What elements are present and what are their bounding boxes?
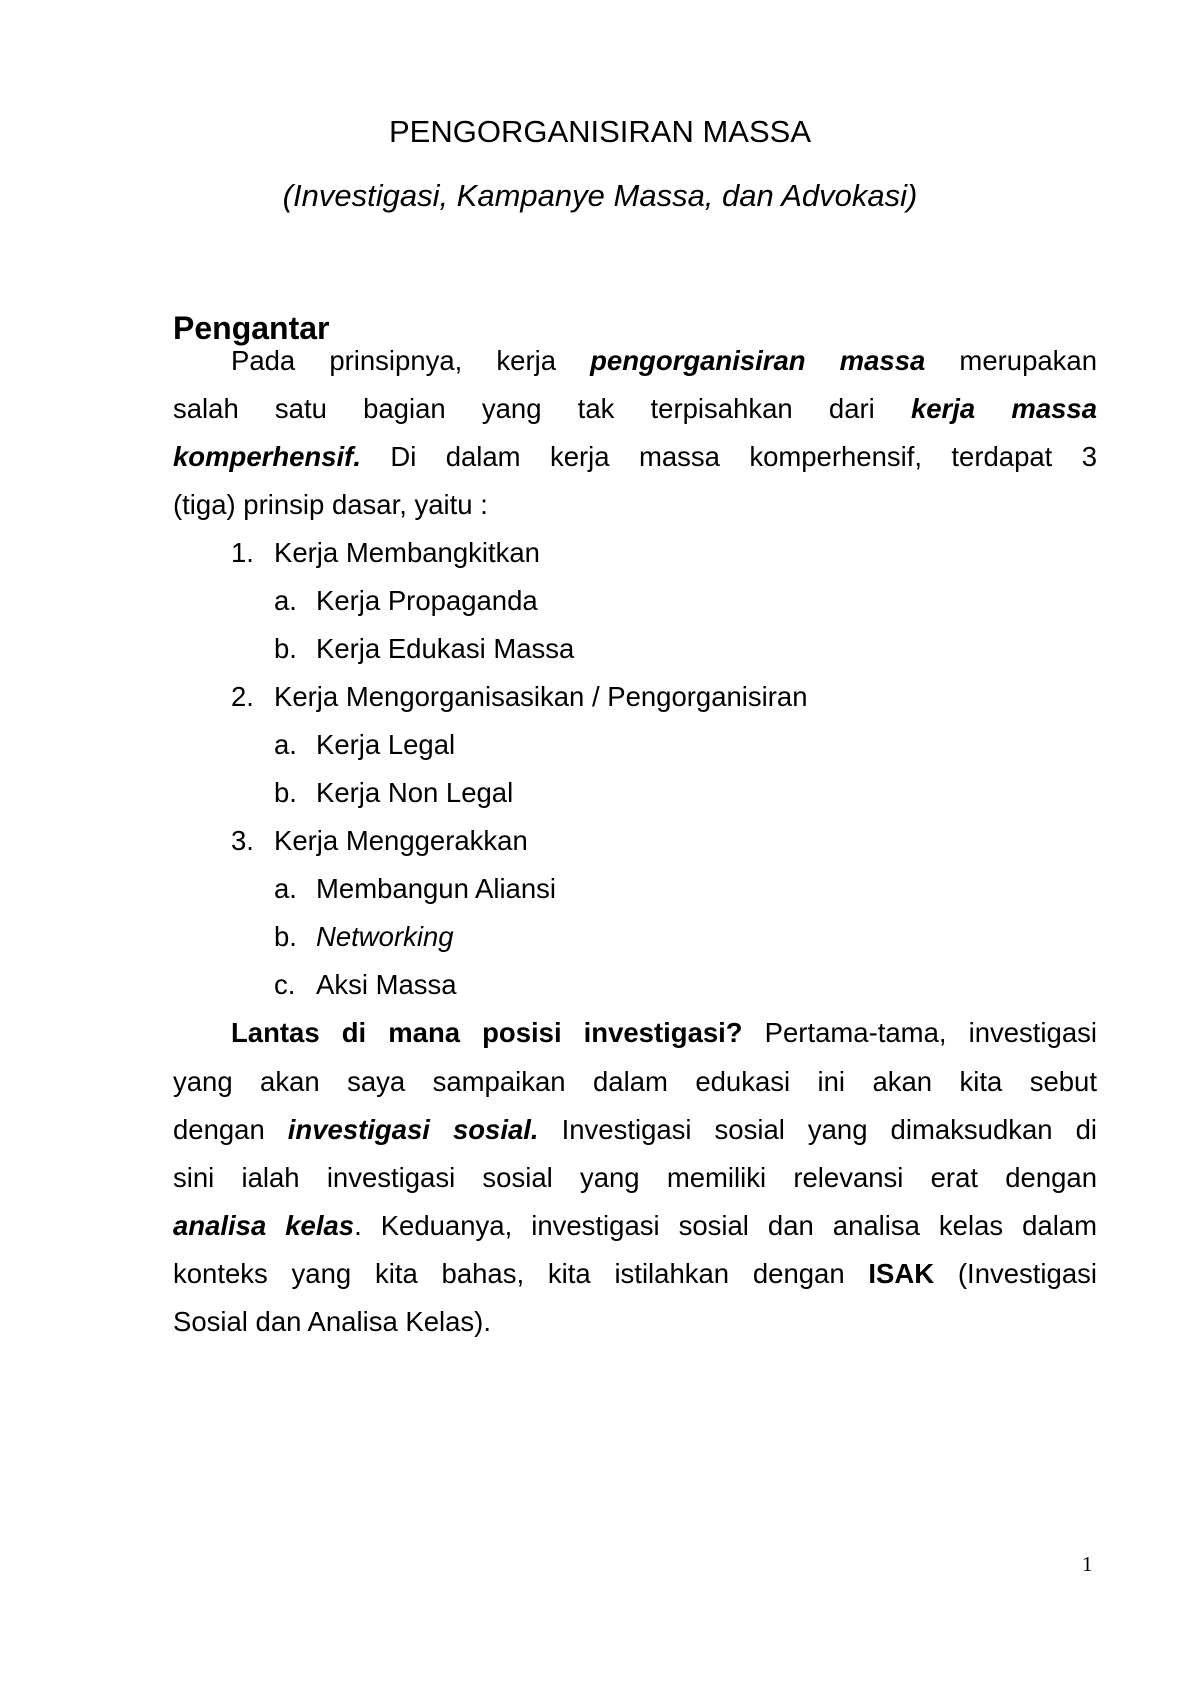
section-heading: Pengantar [173,310,330,346]
sub-list-label: Kerja Non Legal [316,777,514,808]
paragraph-2-line-3: dengan investigasi sosial. Investigasi sosial yang dimaksudkan di [173,1114,1098,1145]
document-subtitle: (Investigasi, Kampanye Massa, dan Advokasi) [282,178,918,213]
sub-list-label: Kerja Edukasi Massa [316,633,575,664]
sub-list-label: Aksi Massa [316,969,457,1000]
sub-list-label: Kerja Propaganda [316,585,538,616]
paragraph-2-line-6: konteks yang kita bahas, kita istilahkan dengan ISAK (Investigasi [173,1258,1097,1289]
list-number: 1. [231,537,254,568]
sub-list-label: Membangun Aliansi [316,873,557,904]
sub-list-label: Kerja Legal [316,729,456,760]
paragraph-2-line-5: analisa kelas. Keduanya, investigasi sosial dan analisa kelas dalam [173,1210,1098,1241]
paragraph-1-line-2: salah satu bagian yang tak terpisahkan dari kerja massa [173,393,1097,424]
sub-list-letter: a. [274,729,297,760]
paragraph-2-line-4: sini ialah investigasi sosial yang memiliki relevansi erat dengan [173,1162,1097,1193]
paragraph-2-line-2: yang akan saya sampaikan dalam edukasi ini akan kita sebut [173,1066,1097,1097]
sub-list-label: Networking [316,921,454,952]
list-label: Kerja Mengorganisasikan / Pengorganisiran [274,681,808,712]
sub-list-letter: a. [274,585,297,616]
sub-list-letter: c. [274,969,296,1000]
sub-list-letter: a. [274,873,297,904]
paragraph-1-line-3: komperhensif. Di dalam kerja massa komperhensif, terdapat 3 [173,441,1097,472]
list-number: 3. [231,825,254,856]
paragraph-2-line-1: Lantas di mana posisi investigasi? Pertama-tama, investigasi [231,1017,1097,1048]
list-label: Kerja Membangkitkan [274,537,540,568]
list-label: Kerja Menggerakkan [274,825,528,856]
paragraph-1-line-4: (tiga) prinsip dasar, yaitu : [173,489,488,520]
document-title: PENGORGANISIRAN MASSA [388,114,812,149]
list-number: 2. [231,681,254,712]
paragraph-1-line-1: Pada prinsipnya, kerja pengorganisiran massa merupakan [231,345,1097,376]
page-number: 1 [1082,1552,1093,1576]
paragraph-2-line-7: Sosial dan Analisa Kelas). [173,1306,491,1337]
sub-list-letter: b. [274,777,297,808]
sub-list-letter: b. [274,921,297,952]
sub-list-letter: b. [274,633,297,664]
